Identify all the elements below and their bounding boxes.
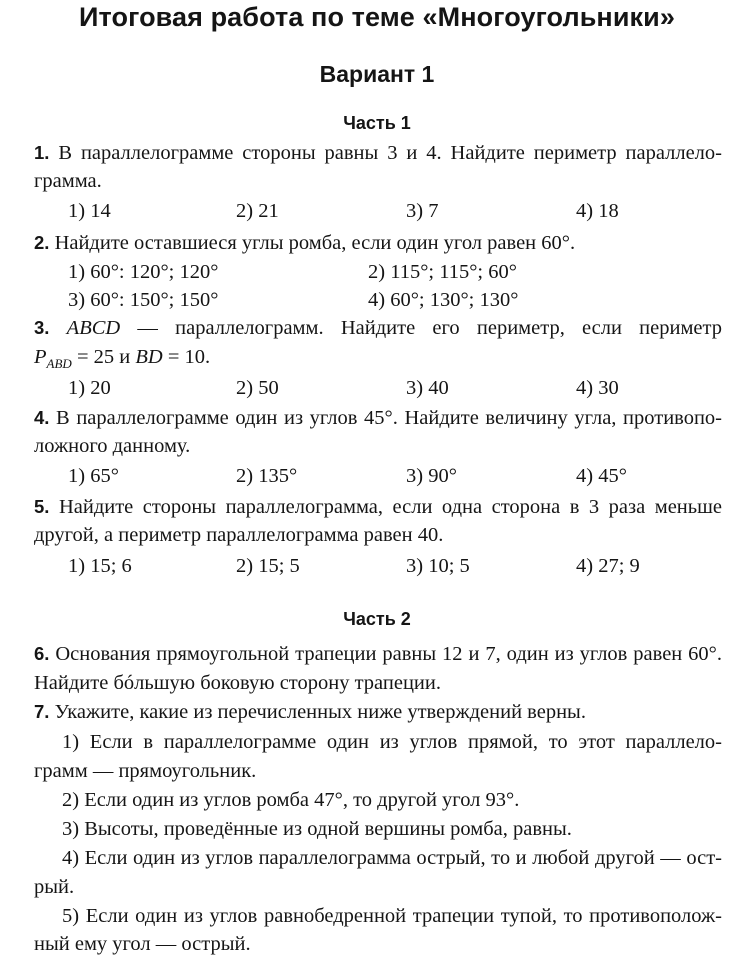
q7-statement-5a: 5) Если один из углов равнобедренной трапеции тупой, то противополож- [62, 905, 722, 927]
part1-heading: Часть 1 [343, 113, 411, 133]
q2-line: 2. Найдите оставшиеся углы ромба, если один угол равен 60°. [34, 232, 576, 254]
q5-line2: другой, а периметр параллелограмма равен 40. [34, 524, 444, 546]
q1-line1: 1. В параллелограмме стороны равны 3 и 4. Найдите периметр параллело- [34, 142, 722, 164]
q7-statement-3: 3) Высоты, проведённые из одной вершины ромба, равны. [62, 818, 572, 840]
q3-line2: $P_{ABD} = 25$ и BD = 10. [34, 346, 211, 372]
q2-option-2: 2) 115°; 115°; 60° [368, 261, 517, 283]
q7-number: 7. [34, 701, 50, 722]
q3-option-3: 3) 40 [406, 377, 449, 399]
q5-option-4: 4) 27; 9 [576, 555, 640, 577]
q1-option-3: 3) 7 [406, 200, 439, 222]
q5-option-3: 3) 10; 5 [406, 555, 470, 577]
q4-option-1: 1) 65° [68, 465, 119, 487]
q2-option-3: 3) 60°: 150°; 150° [68, 289, 219, 311]
q5-option-1: 1) 15; 6 [68, 555, 132, 577]
q3-number: 3. [34, 317, 50, 338]
q3-option-4: 4) 30 [576, 377, 619, 399]
q4-number: 4. [34, 407, 50, 428]
q7-line: 7. Укажите, какие из перечисленных ниже утверждений верны. [34, 701, 586, 723]
q6-line1: 6. Основания прямоугольной трапеции равны 12 и 7, один из углов равен 60°. [34, 643, 722, 665]
q1-option-2: 2) 21 [236, 200, 279, 222]
q4-option-2: 2) 135° [236, 465, 298, 487]
q7-statement-2: 2) Если один из углов ромба 47°, то другой угол 93°. [62, 789, 520, 811]
q7-statement-1a: 1) Если в параллелограмме один из углов прямой, то этот параллело- [62, 731, 722, 753]
q3-line1: 3. ABCD — параллелограмм. Найдите его периметр, если периметр [34, 317, 722, 339]
part2-heading: Часть 2 [343, 609, 411, 629]
page-title: Итоговая работа по теме «Многоугольники» [79, 2, 675, 32]
q4-option-4: 4) 45° [576, 465, 627, 487]
q7-statement-4a: 4) Если один из углов параллелограмма острый, то и любой другой — ост- [62, 847, 722, 869]
q2-option-4: 4) 60°; 130°; 130° [368, 289, 519, 311]
q4-option-3: 3) 90° [406, 465, 457, 487]
q6-line2: Найдите бóльшую боковую сторону трапеции. [34, 672, 441, 694]
q6-number: 6. [34, 643, 50, 664]
q2-number: 2. [34, 232, 50, 253]
q7-statement-5b: ный ему угол — острый. [34, 933, 251, 955]
q4-line1: 4. В параллелограмме один из углов 45°. Найдите величину угла, противопо- [34, 407, 723, 429]
q7-statement-4b: рый. [34, 876, 75, 898]
q1-option-4: 4) 18 [576, 200, 619, 222]
q7-statement-1b: грамм — прямоугольник. [34, 760, 257, 782]
q5-number: 5. [34, 496, 50, 517]
variant-heading: Вариант 1 [319, 61, 435, 87]
q1-option-1: 1) 14 [68, 200, 111, 222]
q1-number: 1. [34, 142, 50, 163]
q4-line2: ложного данному. [34, 435, 191, 457]
q3-option-2: 2) 50 [236, 377, 279, 399]
q5-line1: 5. Найдите стороны параллелограмма, если одна сторона в 3 раза меньше [34, 496, 723, 518]
q5-option-2: 2) 15; 5 [236, 555, 300, 577]
q3-option-1: 1) 20 [68, 377, 111, 399]
q2-option-1: 1) 60°: 120°; 120° [68, 261, 219, 283]
q1-line2: грамма. [34, 170, 102, 192]
